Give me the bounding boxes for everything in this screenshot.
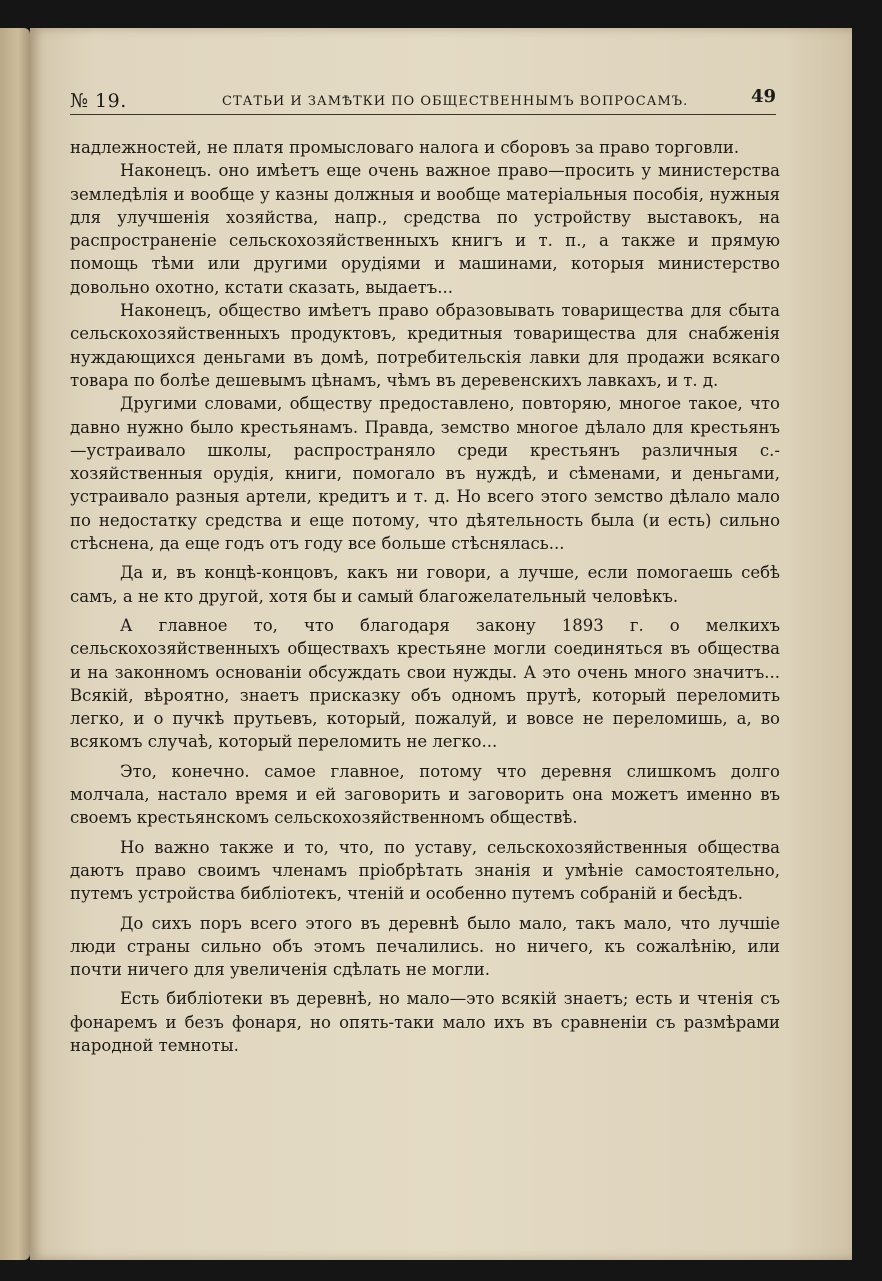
running-title: СТАТЬИ И ЗАМѢТКИ ПО ОБЩЕСТВЕННЫМЪ ВОПРОСАМЪ. — [222, 94, 689, 109]
previous-page-edge — [0, 28, 30, 1260]
page-header — [70, 86, 776, 116]
paragraph: Это, конечно. самое главное, потому что деревня слишкомъ долго молчала, настало время и ей заговорить и заговорить она можетъ именно въ своемъ крестьянскомъ сельскохозяйственномъ обществѣ. — [70, 761, 780, 828]
paragraph: Другими словами, обществу предоставлено, повторяю, многое такое, что давно нужно было крестьянамъ. Правда, земство многое дѣлало для крестьянъ—устраивало школы, распространяло среди крестьянъ различныя с.-хозяйственныя орудія, книги, помогало въ нуждѣ, и сѣменами, и деньгами, устраивало разныя артели, кредитъ и т. д. Но всего этого земство дѣлало мало по недостатку средства и еще потому, что дѣятельность была (и есть) сильно стѣснена, да еще годъ отъ году все больше стѣснялась... — [70, 394, 780, 554]
page-number: 49 — [750, 86, 776, 107]
body-text — [70, 136, 780, 1057]
paragraph: Наконецъ, общество имѣетъ право образовывать товарищества для сбыта сельскохозяйственныхъ продуктовъ, кредитныя товарищества для снабженія нуждающихся деньгами въ домѣ, потребительскія лавки для продажи всякаго товара по болѣе дешевымъ цѣнамъ, чѣмъ въ деревенскихъ лавкахъ, и т. д. — [70, 301, 780, 390]
paragraph: Наконецъ. оно имѣетъ еще очень важное право—просить у министерства земледѣлія и вообще у казны должныя и вообще матеріальныя пособія, нужныя для улучшенія хозяйства, напр., средства по устройству выставокъ, на распространеніе сельскохозяйственныхъ книгъ и т. п., а также и прямую помощь тѣми или другими орудіями и машинами, которыя министерство довольно охотно, кстати сказать, выдаетъ... — [70, 161, 780, 297]
issue-number: № 19. — [70, 90, 127, 112]
paragraph: Но важно также и то, что, по уставу, сельскохозяйственныя общества даютъ право своимъ членамъ пріобрѣтать знанія и умѣніе самостоятельно, путемъ устройства библіотекъ, чтеній и особенно путемъ собраній и бесѣдъ. — [70, 837, 780, 904]
paragraph: Да и, въ концѣ-концовъ, какъ ни говори, а лучше, если помогаешь себѣ самъ, а не кто другой, хотя бы и самый благожелательный человѣкъ. — [70, 563, 780, 606]
book-page — [30, 28, 852, 1260]
paragraph: Есть библіотеки въ деревнѣ, но мало—это всякій знаетъ; есть и чтенія съ фонаремъ и безъ фонаря, но опять-таки мало ихъ въ сравненіи съ размѣрами народной темноты. — [70, 989, 780, 1055]
paragraph: надлежностей, не платя промысловаго налога и сборовъ за право торговли. — [70, 138, 740, 157]
paragraph: До сихъ поръ всего этого въ деревнѣ было мало, такъ мало, что лучшіе люди страны сильно объ этомъ печалились. но ничего, къ сожалѣнію, или почти ничего для увеличенія сдѣлать не могли. — [70, 913, 780, 980]
header-rule — [70, 114, 776, 115]
paragraph: А главное то, что благодаря закону 1893 г. о мелкихъ сельскохозяйственныхъ обществахъ крестьяне могли соединяться въ общества и на законномъ основаніи обсуждать свои нужды. А это очень много значитъ... Всякій, вѣроятно, знаетъ присказку объ одномъ прутѣ, который переломить легко, и о пучкѣ прутьевъ, который, пожалуй, и вовсе не переломишь, а, во всякомъ случаѣ, который переломить не легко... — [70, 615, 780, 752]
